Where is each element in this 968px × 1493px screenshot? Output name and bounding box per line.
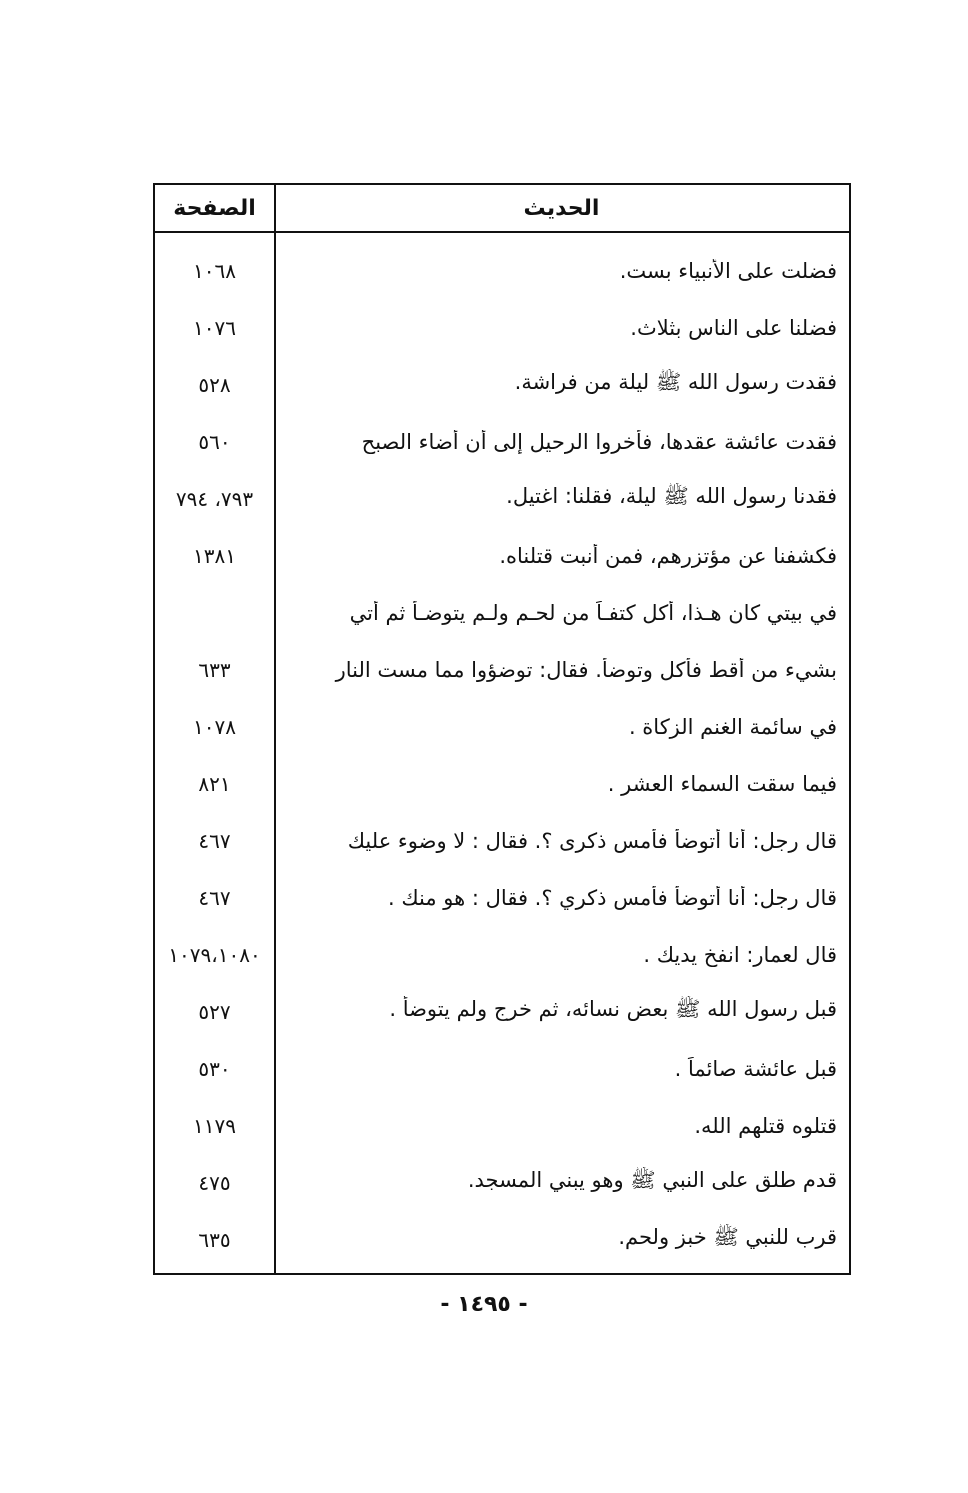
table-row — [155, 1040, 849, 1097]
page-ref: ١٠٦٨ — [193, 258, 236, 283]
hadith-text: قبل رسول الله ﷺ بعض نسائه، ثم خرج ولم يتوضأ . — [389, 997, 837, 1021]
hadith-text: فكشفنا عن مؤتزرهم، فمن أنبت قتلناه. — [499, 543, 837, 568]
table-row — [155, 1097, 849, 1154]
hadith-text: فقدنا رسول الله ﷺ ليلة، فقلنا: اغتيل. — [506, 484, 837, 508]
table-row — [155, 299, 849, 356]
page-ref: ٦٣٥ — [198, 1227, 231, 1252]
page-ref: ٧٩٣، ٧٩٤ — [175, 486, 254, 511]
hadith-text: فقدت رسول الله ﷺ ليلة من فراشة. — [514, 370, 837, 394]
hadith-text: قال لعمار: انفخ يديك . — [643, 942, 837, 967]
page-ref: ١٠٧٨ — [193, 714, 236, 739]
page-ref: ١١٧٩ — [193, 1113, 236, 1138]
table-row — [155, 527, 849, 584]
page-ref: ٤٧٥ — [198, 1170, 231, 1195]
page-number: - ١٤٩٥ - — [440, 1292, 528, 1317]
page-ref: ٨٢١ — [198, 771, 231, 796]
page-ref: ١٠٧٦ — [193, 315, 236, 340]
hadith-text: فضلت على الأنبياء بست. — [619, 258, 837, 283]
page-ref: ٤٦٧ — [198, 885, 231, 910]
table-body — [155, 242, 849, 1268]
hadith-text: فضلنا على الناس بثلاث. — [630, 315, 837, 340]
hadith-text: قال رجل: أنا أتوضأ فأمس ذكري ؟. فقال : هو منك . — [388, 885, 837, 910]
table-row — [155, 926, 849, 983]
table-row — [155, 1154, 849, 1211]
page-ref: ٥٢٧ — [198, 999, 231, 1024]
table-row — [155, 812, 849, 869]
table-header — [155, 185, 849, 233]
table-row — [155, 356, 849, 413]
table-row — [155, 983, 849, 1040]
table-row — [155, 242, 849, 299]
page-ref: ٥٦٠ — [198, 429, 231, 454]
hadith-text: قبل عائشة صائماً . — [674, 1056, 837, 1081]
table-row — [155, 470, 849, 527]
table-row — [155, 755, 849, 812]
table-row — [155, 1211, 849, 1268]
hadith-text: فقدت عائشة عقدها، فأخروا الرحيل إلى أن أضاء الصبح — [361, 429, 837, 454]
hadith-text: في بيتي كان هـذا، أكل كتفـاً من لحـم ولـم يتوضـأ ثم أتي — [349, 600, 837, 625]
hadith-text: قتلوه قتلهم الله. — [694, 1113, 837, 1138]
page-ref: ١٣٨١ — [193, 543, 236, 568]
hadith-text: قال رجل: أنا أتوضأ فأمس ذكرى ؟. فقال : لا وضوء عليك — [347, 828, 837, 853]
table-row — [155, 869, 849, 926]
header-hadith: الحديث — [523, 196, 600, 221]
hadith-text: قرب للنبي ﷺ خبز ولحم. — [618, 1225, 837, 1249]
page-ref: ٥٢٨ — [198, 372, 231, 397]
table-row — [155, 641, 849, 698]
hadith-text: في سائمة الغنم الزكاة . — [628, 714, 837, 739]
table-row — [155, 584, 849, 641]
page-ref: ٥٣٠ — [198, 1056, 231, 1081]
header-page: الصفحة — [173, 196, 256, 221]
hadith-text: بشيء من أقط فأكل وتوضأ. فقال: توضؤوا مما مست النار — [335, 657, 837, 682]
page-ref: ٤٦٧ — [198, 828, 231, 853]
hadith-text: فيما سقت السماء العشر . — [607, 771, 837, 796]
table-row — [155, 698, 849, 755]
hadith-index-table — [153, 183, 851, 1275]
table-row — [155, 413, 849, 470]
page-ref: ١٠٧٩،١٠٨٠ — [168, 942, 261, 967]
hadith-text: قدم طلق على النبي ﷺ وهو يبني المسجد. — [467, 1168, 837, 1192]
page-ref: ٦٣٣ — [198, 657, 231, 682]
